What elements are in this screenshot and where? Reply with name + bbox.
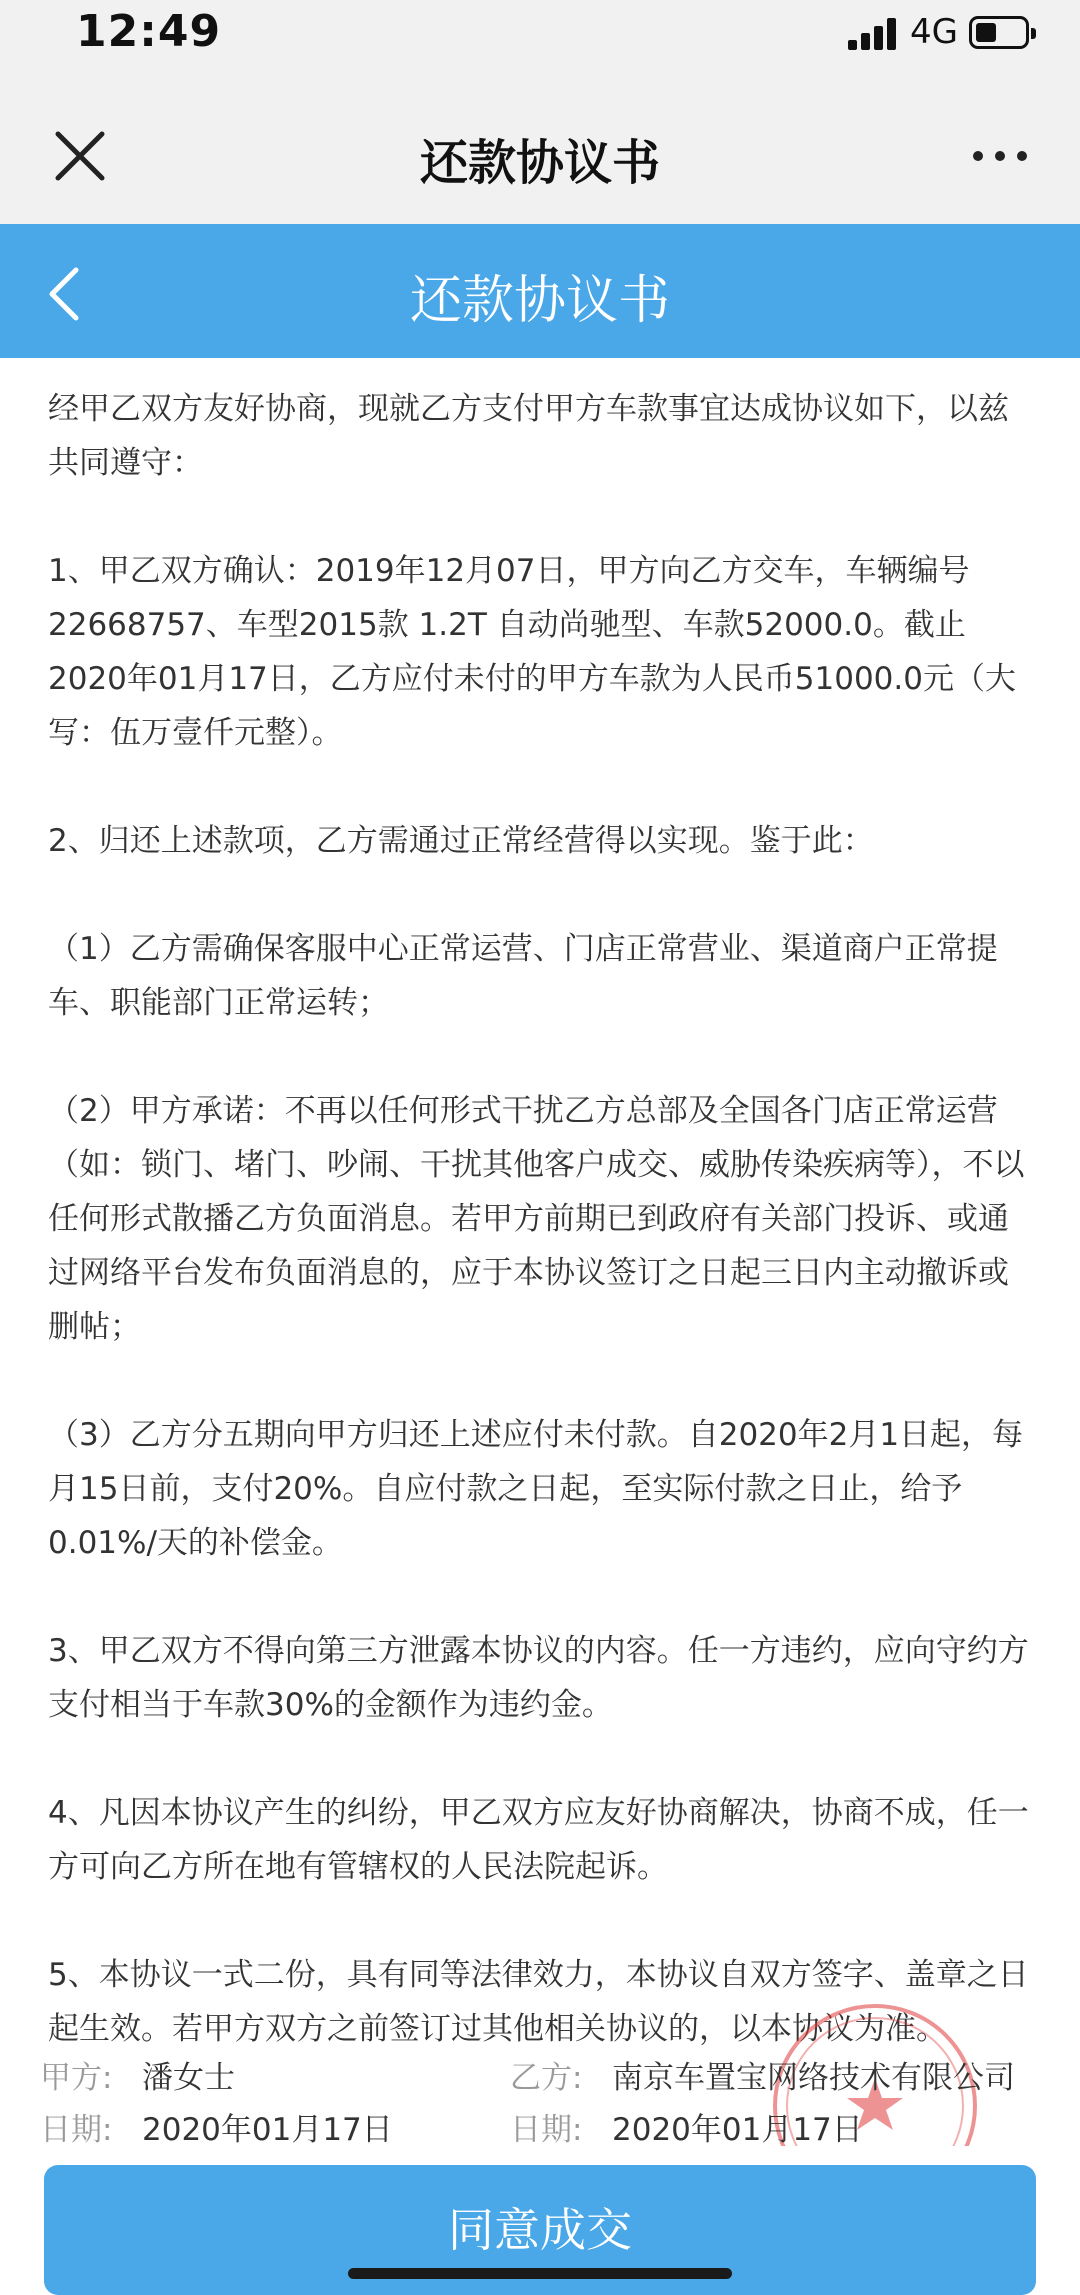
party-a-date: 2020年01月17日 — [142, 2112, 393, 2148]
app-nav-bar — [0, 80, 1080, 224]
agreement-paragraph: 经甲乙双方友好协商，现就乙方支付甲方车款事宜达成协议如下，以兹共同遵守： — [48, 391, 1009, 481]
home-indicator — [348, 2268, 732, 2279]
agreement-paragraph: （2）甲方承诺：不再以任何形式干扰乙方总部及全国各门店正常运营（如：锁门、堵门、吵闹、干扰其他客户成交、威胁传染疾病等），不以任何形式散播乙方负面消息。若甲方前期已到政府有关部门投诉、或通过网络平台发布负面消息的，应于本协议签订之日起三日内主动撤诉或删帖； — [48, 1093, 1025, 1345]
agree-deal-button[interactable]: 同意成交 — [44, 2165, 1036, 2295]
page-title: 还款协议书 — [409, 271, 670, 331]
signal-icon — [848, 18, 900, 50]
agreement-paragraph: 2、归还上述款项，乙方需通过正常经营得以实现。鉴于此： — [48, 823, 874, 859]
party-b-date-label: 日期: — [510, 2112, 583, 2148]
party-b-name: 南京车置宝网络技术有限公司 — [612, 2060, 1015, 2096]
battery-icon — [969, 16, 1029, 49]
agreement-content — [48, 382, 1038, 2110]
agreement-paragraph: 5、本协议一式二份，具有同等法律效力，本协议自双方签字、盖章之日起生效。若甲方双方之前签订过其他相关协议的，以本协议为准。 — [48, 1957, 1029, 2047]
status-time: 12:49 — [76, 6, 222, 57]
more-icon[interactable] — [970, 146, 1030, 166]
agreement-paragraph: 1、甲乙双方确认：2019年12月07日，甲方向乙方交车，车辆编号22668757、车型2015款 1.2T 自动尚驰型、车款52000.0。截止2020年01月17日，乙方应付未付的甲方车款为人民币51000.0元（大写：伍万壹仟元整）。 — [48, 553, 1016, 751]
network-type: 4G — [910, 12, 958, 52]
party-a-name: 潘女士 — [142, 2060, 235, 2096]
agreement-paragraph: 4、凡因本协议产生的纠纷，甲乙双方应友好协商解决，协商不成，任一方可向乙方所在地有管辖权的人民法院起诉。 — [48, 1795, 1029, 1885]
agreement-paragraph: （1）乙方需确保客服中心正常运营、门店正常营业、渠道商户正常提车、职能部门正常运转； — [48, 931, 998, 1021]
agreement-paragraph: 3、甲乙双方不得向第三方泄露本协议的内容。任一方违约，应向守约方支付相当于车款30%的金额作为违约金。 — [48, 1633, 1029, 1723]
party-b-label: 乙方: — [510, 2060, 583, 2096]
party-b-date: 2020年01月17日 — [612, 2112, 863, 2148]
status-bar — [0, 0, 1080, 80]
party-a-label: 甲方: — [40, 2060, 113, 2096]
agreement-paragraph: （3）乙方分五期向甲方归还上述应付未付款。自2020年2月1日起，每月15日前，支付20%。自应付款之日起，至实际付款之日止，给予0.01%/天的补偿金。 — [48, 1417, 1024, 1561]
nav-title: 还款协议书 — [419, 135, 660, 191]
party-a-date-label: 日期: — [40, 2112, 113, 2148]
page-header — [0, 224, 1080, 358]
